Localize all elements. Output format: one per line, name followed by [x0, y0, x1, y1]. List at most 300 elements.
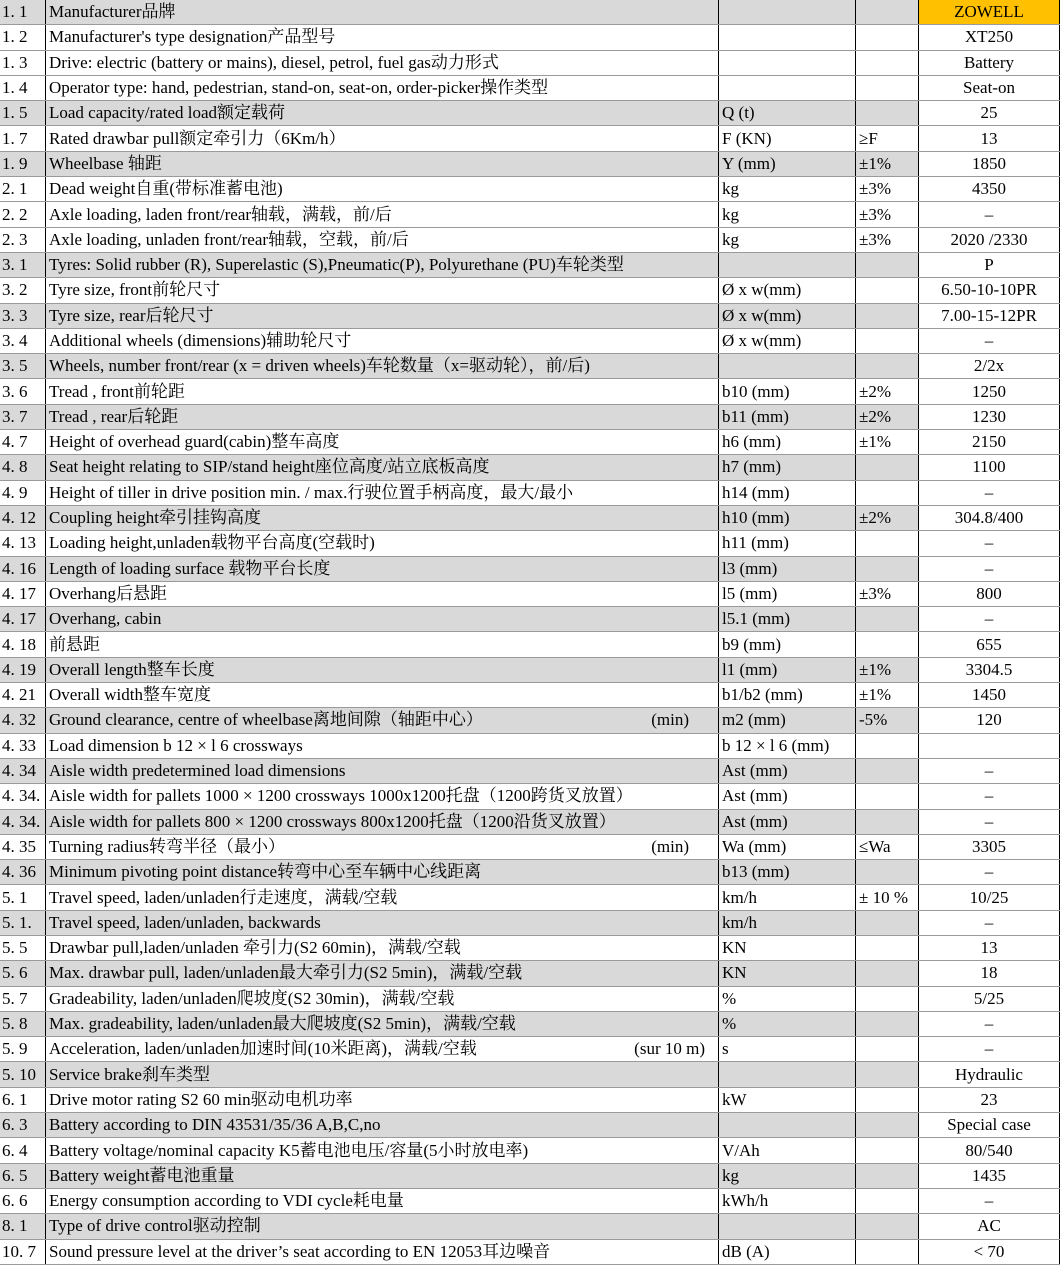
- item-value: –: [919, 758, 1060, 783]
- item-value: –: [919, 480, 1060, 505]
- item-description: [46, 1163, 719, 1188]
- item-tolerance: ±2%: [856, 379, 919, 404]
- item-unit: Ø x w(mm): [719, 278, 856, 303]
- item-text: Battery weight蓄电池重量: [49, 1165, 235, 1185]
- item-description: [46, 1214, 719, 1239]
- item-text: Coupling height牵引挂钩高度: [49, 508, 262, 528]
- item-text: Operator type: hand, pedestrian, stand-on, seat-on, order-picker操作类型: [49, 78, 549, 98]
- item-unit: [719, 354, 856, 379]
- item-unit: Ø x w(mm): [719, 328, 856, 353]
- item-tolerance: [856, 632, 919, 657]
- item-number: 4. 16: [0, 556, 46, 581]
- item-number: 4. 8: [0, 455, 46, 480]
- item-description: [46, 910, 719, 935]
- item-number: 4. 32: [0, 708, 46, 733]
- item-tolerance: [856, 1062, 919, 1087]
- item-qualifier: (min): [651, 710, 689, 730]
- item-number: 4. 12: [0, 505, 46, 530]
- item-tolerance: [856, 531, 919, 556]
- item-value: 13: [919, 935, 1060, 960]
- item-unit: l3 (mm): [719, 556, 856, 581]
- item-text: Minimum pivoting point distance转弯中心至车辆中心线距离: [49, 862, 482, 882]
- item-description: [46, 1239, 719, 1264]
- item-value: 1250: [919, 379, 1060, 404]
- item-tolerance: ≥F: [856, 126, 919, 151]
- spec-row: [0, 758, 1060, 783]
- item-unit: b9 (mm): [719, 632, 856, 657]
- item-text: Tread , front前轮距: [49, 381, 185, 401]
- item-unit: h10 (mm): [719, 505, 856, 530]
- item-number: 5. 9: [0, 1037, 46, 1062]
- item-value: 3304.5: [919, 657, 1060, 682]
- item-description: [46, 1037, 719, 1062]
- item-unit: [719, 50, 856, 75]
- spec-row: [0, 75, 1060, 100]
- item-unit: km/h: [719, 910, 856, 935]
- item-unit: [719, 1214, 856, 1239]
- item-text: 前悬距: [49, 634, 100, 654]
- item-text: Drive motor rating S2 60 min驱动电机功率: [49, 1089, 353, 1109]
- spec-row: [0, 227, 1060, 252]
- item-tolerance: [856, 986, 919, 1011]
- item-text: Axle loading, unladen front/rear轴载，空载，前/后: [49, 229, 409, 249]
- item-description: [46, 733, 719, 758]
- spec-row: [0, 151, 1060, 176]
- spec-row: [0, 556, 1060, 581]
- item-text: Tyre size, rear后轮尺寸: [49, 305, 214, 325]
- item-unit: Ast (mm): [719, 758, 856, 783]
- item-tolerance: ±1%: [856, 430, 919, 455]
- item-description: [46, 935, 719, 960]
- item-text: Seat height relating to SIP/stand height座位高度/站立底板高度: [49, 457, 490, 477]
- item-number: 4. 13: [0, 531, 46, 556]
- item-number: 1. 7: [0, 126, 46, 151]
- item-tolerance: ±3%: [856, 581, 919, 606]
- item-tolerance: [856, 1037, 919, 1062]
- item-value: 13: [919, 126, 1060, 151]
- item-text: Acceleration, laden/unladen加速时间(10米距离)，满载/空载: [49, 1039, 477, 1059]
- spec-row: [0, 809, 1060, 834]
- item-unit: kg: [719, 202, 856, 227]
- item-unit: h7 (mm): [719, 455, 856, 480]
- item-value: < 70: [919, 1239, 1060, 1264]
- item-unit: [719, 75, 856, 100]
- item-unit: KN: [719, 935, 856, 960]
- item-text: Battery according to DIN 43531/35/36 A,B,C,no: [49, 1115, 381, 1135]
- item-description: [46, 455, 719, 480]
- item-value: 25: [919, 101, 1060, 126]
- item-value: –: [919, 607, 1060, 632]
- item-tolerance: [856, 1138, 919, 1163]
- item-value: 3305: [919, 834, 1060, 859]
- spec-row: [0, 784, 1060, 809]
- item-unit: Wa (mm): [719, 834, 856, 859]
- spec-row: [0, 607, 1060, 632]
- item-value: 304.8/400: [919, 505, 1060, 530]
- item-description: [46, 177, 719, 202]
- item-number: 5. 6: [0, 961, 46, 986]
- item-number: 4. 9: [0, 480, 46, 505]
- item-tolerance: [856, 75, 919, 100]
- item-unit: [719, 1113, 856, 1138]
- item-unit: Q (t): [719, 101, 856, 126]
- spec-row: [0, 632, 1060, 657]
- item-text: Type of drive control驱动控制: [49, 1216, 261, 1236]
- item-tolerance: [856, 556, 919, 581]
- item-description: [46, 556, 719, 581]
- spec-row: [0, 1113, 1060, 1138]
- item-unit: %: [719, 986, 856, 1011]
- item-tolerance: [856, 480, 919, 505]
- item-tolerance: ±1%: [856, 151, 919, 176]
- item-number: 4. 7: [0, 430, 46, 455]
- spec-row: [0, 505, 1060, 530]
- item-text: Sound pressure level at the driver’s seat according to EN 12053耳边噪音: [49, 1241, 551, 1261]
- item-value: 1450: [919, 683, 1060, 708]
- item-text: Max. gradeability, laden/unladen最大爬坡度(S2 5min)，满载/空载: [49, 1014, 516, 1034]
- item-text: Manufacturer's type designation产品型号: [49, 27, 336, 47]
- item-unit: b11 (mm): [719, 404, 856, 429]
- item-tolerance: ±3%: [856, 227, 919, 252]
- spec-row: [0, 480, 1060, 505]
- item-number: 6. 4: [0, 1138, 46, 1163]
- spec-row: [0, 683, 1060, 708]
- item-text: Aisle width for pallets 1000 × 1200 crossways 1000x1200托盘（1200跨货叉放置）: [49, 786, 633, 806]
- item-description: [46, 784, 719, 809]
- item-tolerance: [856, 607, 919, 632]
- item-description: [46, 657, 719, 682]
- item-description: [46, 101, 719, 126]
- item-value: –: [919, 910, 1060, 935]
- item-unit: b10 (mm): [719, 379, 856, 404]
- item-text: Height of overhead guard(cabin)整车高度: [49, 432, 340, 452]
- spec-row: [0, 860, 1060, 885]
- item-number: 6. 1: [0, 1087, 46, 1112]
- item-text: Tyres: Solid rubber (R), Superelastic (S),Pneumatic(P), Polyurethane (PU)车轮类型: [49, 255, 624, 275]
- item-unit: h14 (mm): [719, 480, 856, 505]
- spec-row: [0, 202, 1060, 227]
- item-unit: km/h: [719, 885, 856, 910]
- item-text: Turning radius转弯半径（最小）: [49, 836, 285, 856]
- item-description: [46, 986, 719, 1011]
- item-text: Length of loading surface 载物平台长度: [49, 558, 331, 578]
- spec-row: [0, 961, 1060, 986]
- item-description: [46, 885, 719, 910]
- item-unit: b13 (mm): [719, 860, 856, 885]
- spec-row: [0, 278, 1060, 303]
- spec-row: [0, 708, 1060, 733]
- item-description: [46, 1011, 719, 1036]
- item-value: 1100: [919, 455, 1060, 480]
- item-description: [46, 0, 719, 25]
- item-tolerance: ±3%: [856, 202, 919, 227]
- item-tolerance: [856, 961, 919, 986]
- item-number: 3. 3: [0, 303, 46, 328]
- item-number: 1. 2: [0, 25, 46, 50]
- item-unit: F (KN): [719, 126, 856, 151]
- item-number: 3. 4: [0, 328, 46, 353]
- item-unit: kg: [719, 227, 856, 252]
- item-tolerance: -5%: [856, 708, 919, 733]
- item-text: Overhang后悬距: [49, 583, 168, 603]
- item-text: Drive: electric (battery or mains), diesel, petrol, fuel gas动力形式: [49, 52, 499, 72]
- item-number: 4. 36: [0, 860, 46, 885]
- item-text: Travel speed, laden/unladen, backwards: [49, 912, 321, 932]
- spec-row: [0, 1037, 1060, 1062]
- item-number: 5. 5: [0, 935, 46, 960]
- spec-row: [0, 1163, 1060, 1188]
- item-value: 4350: [919, 177, 1060, 202]
- item-value: Battery: [919, 50, 1060, 75]
- item-description: [46, 607, 719, 632]
- item-description: [46, 151, 719, 176]
- item-tolerance: [856, 758, 919, 783]
- item-description: [46, 202, 719, 227]
- item-unit: dB (A): [719, 1239, 856, 1264]
- spec-row: [0, 885, 1060, 910]
- item-number: 4. 18: [0, 632, 46, 657]
- item-qualifier: (min): [651, 836, 689, 856]
- spec-row: [0, 1011, 1060, 1036]
- item-description: [46, 809, 719, 834]
- item-unit: kg: [719, 177, 856, 202]
- item-description: [46, 531, 719, 556]
- item-unit: Y (mm): [719, 151, 856, 176]
- item-tolerance: [856, 1011, 919, 1036]
- item-unit: Ast (mm): [719, 809, 856, 834]
- item-tolerance: ≤Wa: [856, 834, 919, 859]
- item-text: Overall width整车宽度: [49, 685, 211, 705]
- item-description: [46, 632, 719, 657]
- item-value: –: [919, 784, 1060, 809]
- item-tolerance: [856, 733, 919, 758]
- item-description: [46, 961, 719, 986]
- item-description: [46, 278, 719, 303]
- item-number: 5. 1.: [0, 910, 46, 935]
- spec-row: [0, 986, 1060, 1011]
- item-value: 2150: [919, 430, 1060, 455]
- item-number: 3. 6: [0, 379, 46, 404]
- item-value: ZOWELL: [919, 0, 1060, 25]
- item-value: –: [919, 556, 1060, 581]
- item-tolerance: [856, 50, 919, 75]
- item-unit: b1/b2 (mm): [719, 683, 856, 708]
- item-description: [46, 328, 719, 353]
- item-unit: V/Ah: [719, 1138, 856, 1163]
- item-text: Overall length整车长度: [49, 659, 215, 679]
- item-unit: l1 (mm): [719, 657, 856, 682]
- spec-row: [0, 0, 1060, 25]
- item-value: 655: [919, 632, 1060, 657]
- item-unit: [719, 0, 856, 25]
- item-description: [46, 227, 719, 252]
- item-text: Travel speed, laden/unladen行走速度，满载/空载: [49, 887, 398, 907]
- spec-row: [0, 25, 1060, 50]
- item-unit: m2 (mm): [719, 708, 856, 733]
- item-unit: KN: [719, 961, 856, 986]
- item-number: 3. 2: [0, 278, 46, 303]
- item-value: 6.50-10-10PR: [919, 278, 1060, 303]
- item-value: 2/2x: [919, 354, 1060, 379]
- item-tolerance: [856, 784, 919, 809]
- item-tolerance: [856, 303, 919, 328]
- item-value: Seat-on: [919, 75, 1060, 100]
- item-unit: kW: [719, 1087, 856, 1112]
- item-value: –: [919, 1188, 1060, 1213]
- item-number: 3. 5: [0, 354, 46, 379]
- item-tolerance: [856, 935, 919, 960]
- spec-row: [0, 50, 1060, 75]
- item-tolerance: [856, 910, 919, 935]
- item-number: 1. 4: [0, 75, 46, 100]
- item-unit: Ø x w(mm): [719, 303, 856, 328]
- item-number: 2. 1: [0, 177, 46, 202]
- item-value: 23: [919, 1087, 1060, 1112]
- item-description: [46, 1087, 719, 1112]
- item-description: [46, 480, 719, 505]
- item-text: Axle loading, laden front/rear轴载，满载，前/后: [49, 204, 392, 224]
- item-value: –: [919, 202, 1060, 227]
- item-value: 1850: [919, 151, 1060, 176]
- spec-row: [0, 910, 1060, 935]
- spec-row: [0, 455, 1060, 480]
- item-description: [46, 126, 719, 151]
- item-number: 4. 34.: [0, 784, 46, 809]
- spec-row: [0, 126, 1060, 151]
- item-number: 2. 2: [0, 202, 46, 227]
- item-value: –: [919, 809, 1060, 834]
- item-description: [46, 1113, 719, 1138]
- item-number: 4. 17: [0, 607, 46, 632]
- item-tolerance: [856, 0, 919, 25]
- item-text: Gradeability, laden/unladen爬坡度(S2 30min)，满载/空载: [49, 988, 455, 1008]
- item-text: Tread , rear后轮距: [49, 406, 179, 426]
- item-unit: %: [719, 1011, 856, 1036]
- item-text: Aisle width for pallets 800 × 1200 crossways 800x1200托盘（1200沿货叉放置）: [49, 811, 616, 831]
- item-value: –: [919, 1011, 1060, 1036]
- item-text: Height of tiller in drive position min. / max.行驶位置手柄高度，最大/最小: [49, 482, 574, 502]
- item-tolerance: ±1%: [856, 683, 919, 708]
- item-unit: kg: [719, 1163, 856, 1188]
- item-value: P: [919, 252, 1060, 277]
- item-text: Manufacturer品牌: [49, 2, 176, 22]
- item-description: [46, 75, 719, 100]
- item-tolerance: [856, 101, 919, 126]
- spec-row: [0, 1188, 1060, 1213]
- item-tolerance: [856, 1087, 919, 1112]
- item-value: [919, 733, 1060, 758]
- item-tolerance: ±1%: [856, 657, 919, 682]
- item-text: Energy consumption according to VDI cycle耗电量: [49, 1191, 404, 1211]
- item-description: [46, 1138, 719, 1163]
- item-text: Load dimension b 12 × l 6 crossways: [49, 735, 303, 755]
- item-tolerance: ± 10 %: [856, 885, 919, 910]
- item-text: Service brake刹车类型: [49, 1064, 210, 1084]
- spec-row: [0, 101, 1060, 126]
- item-unit: s: [719, 1037, 856, 1062]
- item-unit: Ast (mm): [719, 784, 856, 809]
- item-number: 6. 6: [0, 1188, 46, 1213]
- item-description: [46, 708, 719, 733]
- item-number: 5. 10: [0, 1062, 46, 1087]
- item-value: XT250: [919, 25, 1060, 50]
- spec-row: [0, 1239, 1060, 1264]
- item-text: Loading height,unladen载物平台高度(空载时): [49, 533, 375, 553]
- item-value: –: [919, 328, 1060, 353]
- item-description: [46, 505, 719, 530]
- item-description: [46, 1062, 719, 1087]
- item-unit: b 12 × l 6 (mm): [719, 733, 856, 758]
- item-qualifier: (sur 10 m): [634, 1039, 705, 1059]
- item-description: [46, 303, 719, 328]
- item-text: Battery voltage/nominal capacity K5蓄电池电压/容量(5小时放电率): [49, 1140, 529, 1160]
- item-tolerance: [856, 1239, 919, 1264]
- item-value: 5/25: [919, 986, 1060, 1011]
- item-number: 4. 19: [0, 657, 46, 682]
- item-unit: h11 (mm): [719, 531, 856, 556]
- item-tolerance: [856, 1113, 919, 1138]
- item-value: 2020 /2330: [919, 227, 1060, 252]
- item-text: Ground clearance, centre of wheelbase离地间隙（轴距中心）: [49, 710, 483, 730]
- item-tolerance: [856, 455, 919, 480]
- item-text: Additional wheels (dimensions)辅助轮尺寸: [49, 331, 352, 350]
- item-value: 120: [919, 708, 1060, 733]
- item-number: 8. 1: [0, 1214, 46, 1239]
- item-number: 4. 34: [0, 758, 46, 783]
- item-text: Max. drawbar pull, laden/unladen最大牵引力(S2 5min)，满载/空载: [49, 963, 523, 983]
- item-tolerance: [856, 860, 919, 885]
- item-value: 10/25: [919, 885, 1060, 910]
- item-text: Tyre size, front前轮尺寸: [49, 280, 221, 300]
- item-text: Rated drawbar pull额定牵引力（6Km/h）: [49, 128, 346, 148]
- item-description: [46, 25, 719, 50]
- item-number: 2. 3: [0, 227, 46, 252]
- item-tolerance: ±2%: [856, 404, 919, 429]
- item-description: [46, 834, 719, 859]
- item-tolerance: ±3%: [856, 177, 919, 202]
- item-tolerance: [856, 25, 919, 50]
- item-unit: [719, 252, 856, 277]
- item-value: Hydraulic: [919, 1062, 1060, 1087]
- item-tolerance: [856, 354, 919, 379]
- item-value: Special case: [919, 1113, 1060, 1138]
- item-description: [46, 430, 719, 455]
- item-number: 6. 3: [0, 1113, 46, 1138]
- spec-row: [0, 581, 1060, 606]
- item-number: 5. 7: [0, 986, 46, 1011]
- item-tolerance: [856, 252, 919, 277]
- spec-row: [0, 531, 1060, 556]
- item-number: 4. 34.: [0, 809, 46, 834]
- spec-row: [0, 328, 1060, 353]
- item-tolerance: [856, 278, 919, 303]
- item-text: Aisle width predetermined load dimensions: [49, 761, 346, 781]
- spec-row: [0, 834, 1060, 859]
- item-unit: h6 (mm): [719, 430, 856, 455]
- item-text: Load capacity/rated load额定载荷: [49, 103, 286, 123]
- item-description: [46, 860, 719, 885]
- item-number: 6. 5: [0, 1163, 46, 1188]
- item-unit: kWh/h: [719, 1188, 856, 1213]
- item-value: 1230: [919, 404, 1060, 429]
- item-value: 1435: [919, 1163, 1060, 1188]
- item-number: 1. 5: [0, 101, 46, 126]
- item-description: [46, 1188, 719, 1213]
- item-number: 4. 35: [0, 834, 46, 859]
- item-value: –: [919, 1037, 1060, 1062]
- spec-row: [0, 177, 1060, 202]
- spec-row: [0, 430, 1060, 455]
